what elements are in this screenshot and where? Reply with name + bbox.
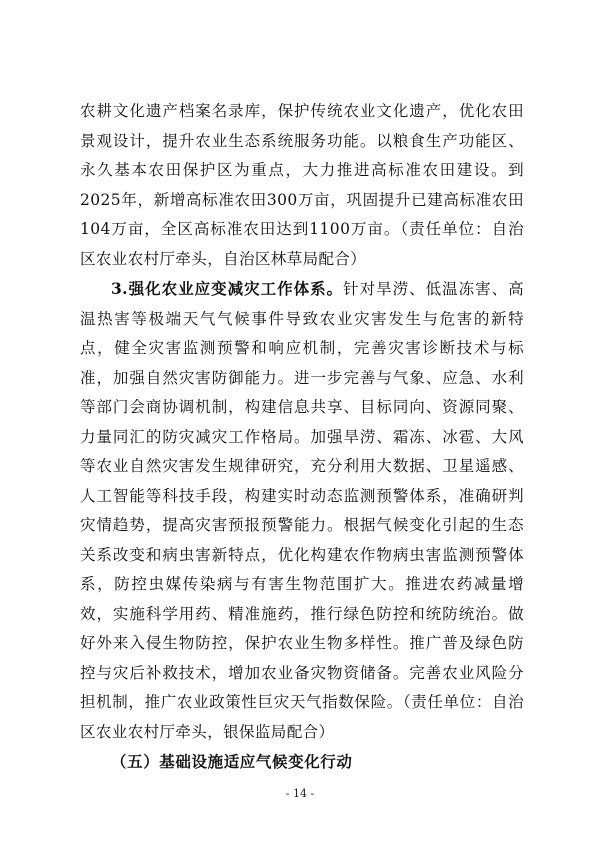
section-title-disaster-reduction: 3.强化农业应变减灾工作体系。 xyxy=(111,279,344,298)
section-heading-infrastructure: （五）基础设施适应气候变化行动 xyxy=(111,752,353,771)
paragraph-disaster-reduction xyxy=(80,274,524,747)
document-body xyxy=(80,97,524,777)
page-number: - 14 - xyxy=(285,787,315,800)
paragraph-farmland: 农耕文化遗产档案名录库，保护传统农业文化遗产，优化农田景观设计，提升农业生态系统服务功能。以粮食生产功能区、永久基本农田保护区为重点，大力推进高标准农田建设。到2025年，新增高标准农田300万亩，巩固提升已建高标准农田104万亩，全区高标准农田达到1100万亩。（责任单位：自治区农业农村厅牵头，自治区林草局配合） xyxy=(80,102,524,268)
paragraph-disaster-reduction-body: 针对旱涝、低温冻害、高温热害等极端天气气候事件导致农业灾害发生与危害的新特点，健全灾害监测预警和响应机制，完善灾害诊断技术与标准，加强自然灾害防御能力。进一步完善与气象、应急、水利等部门会商协调机制，构建信息共享、目标同向、资源同聚、力量同汇的防灾减灾工作格局。加强旱涝、霜冻、冰雹、大风等农业自然灾害发生规律研究，充分利用大数据、卫星遥感、人工智能等科技手段，构建实时动态监测预警体系，准确研判灾情趋势，提高灾害预报预警能力。根据气候变化引起的生态关系改变和病虫害新特点，优化构建农作物病虫害监测预警体系，防控虫媒传染病与有害生物范围扩大。推进农药减量增效，实施科学用药、精准施药，推行绿色防控和统防统治。做好外来入侵生物防控，保护农业生物多样性。推广普及绿色防控与灾后补救技术，增加农业备灾物资储备。完善农业风险分担机制，推广农业政策性巨灾天气指数保险。（责任单位：自治区农业农村厅牵头，银保监局配合） xyxy=(80,280,524,741)
